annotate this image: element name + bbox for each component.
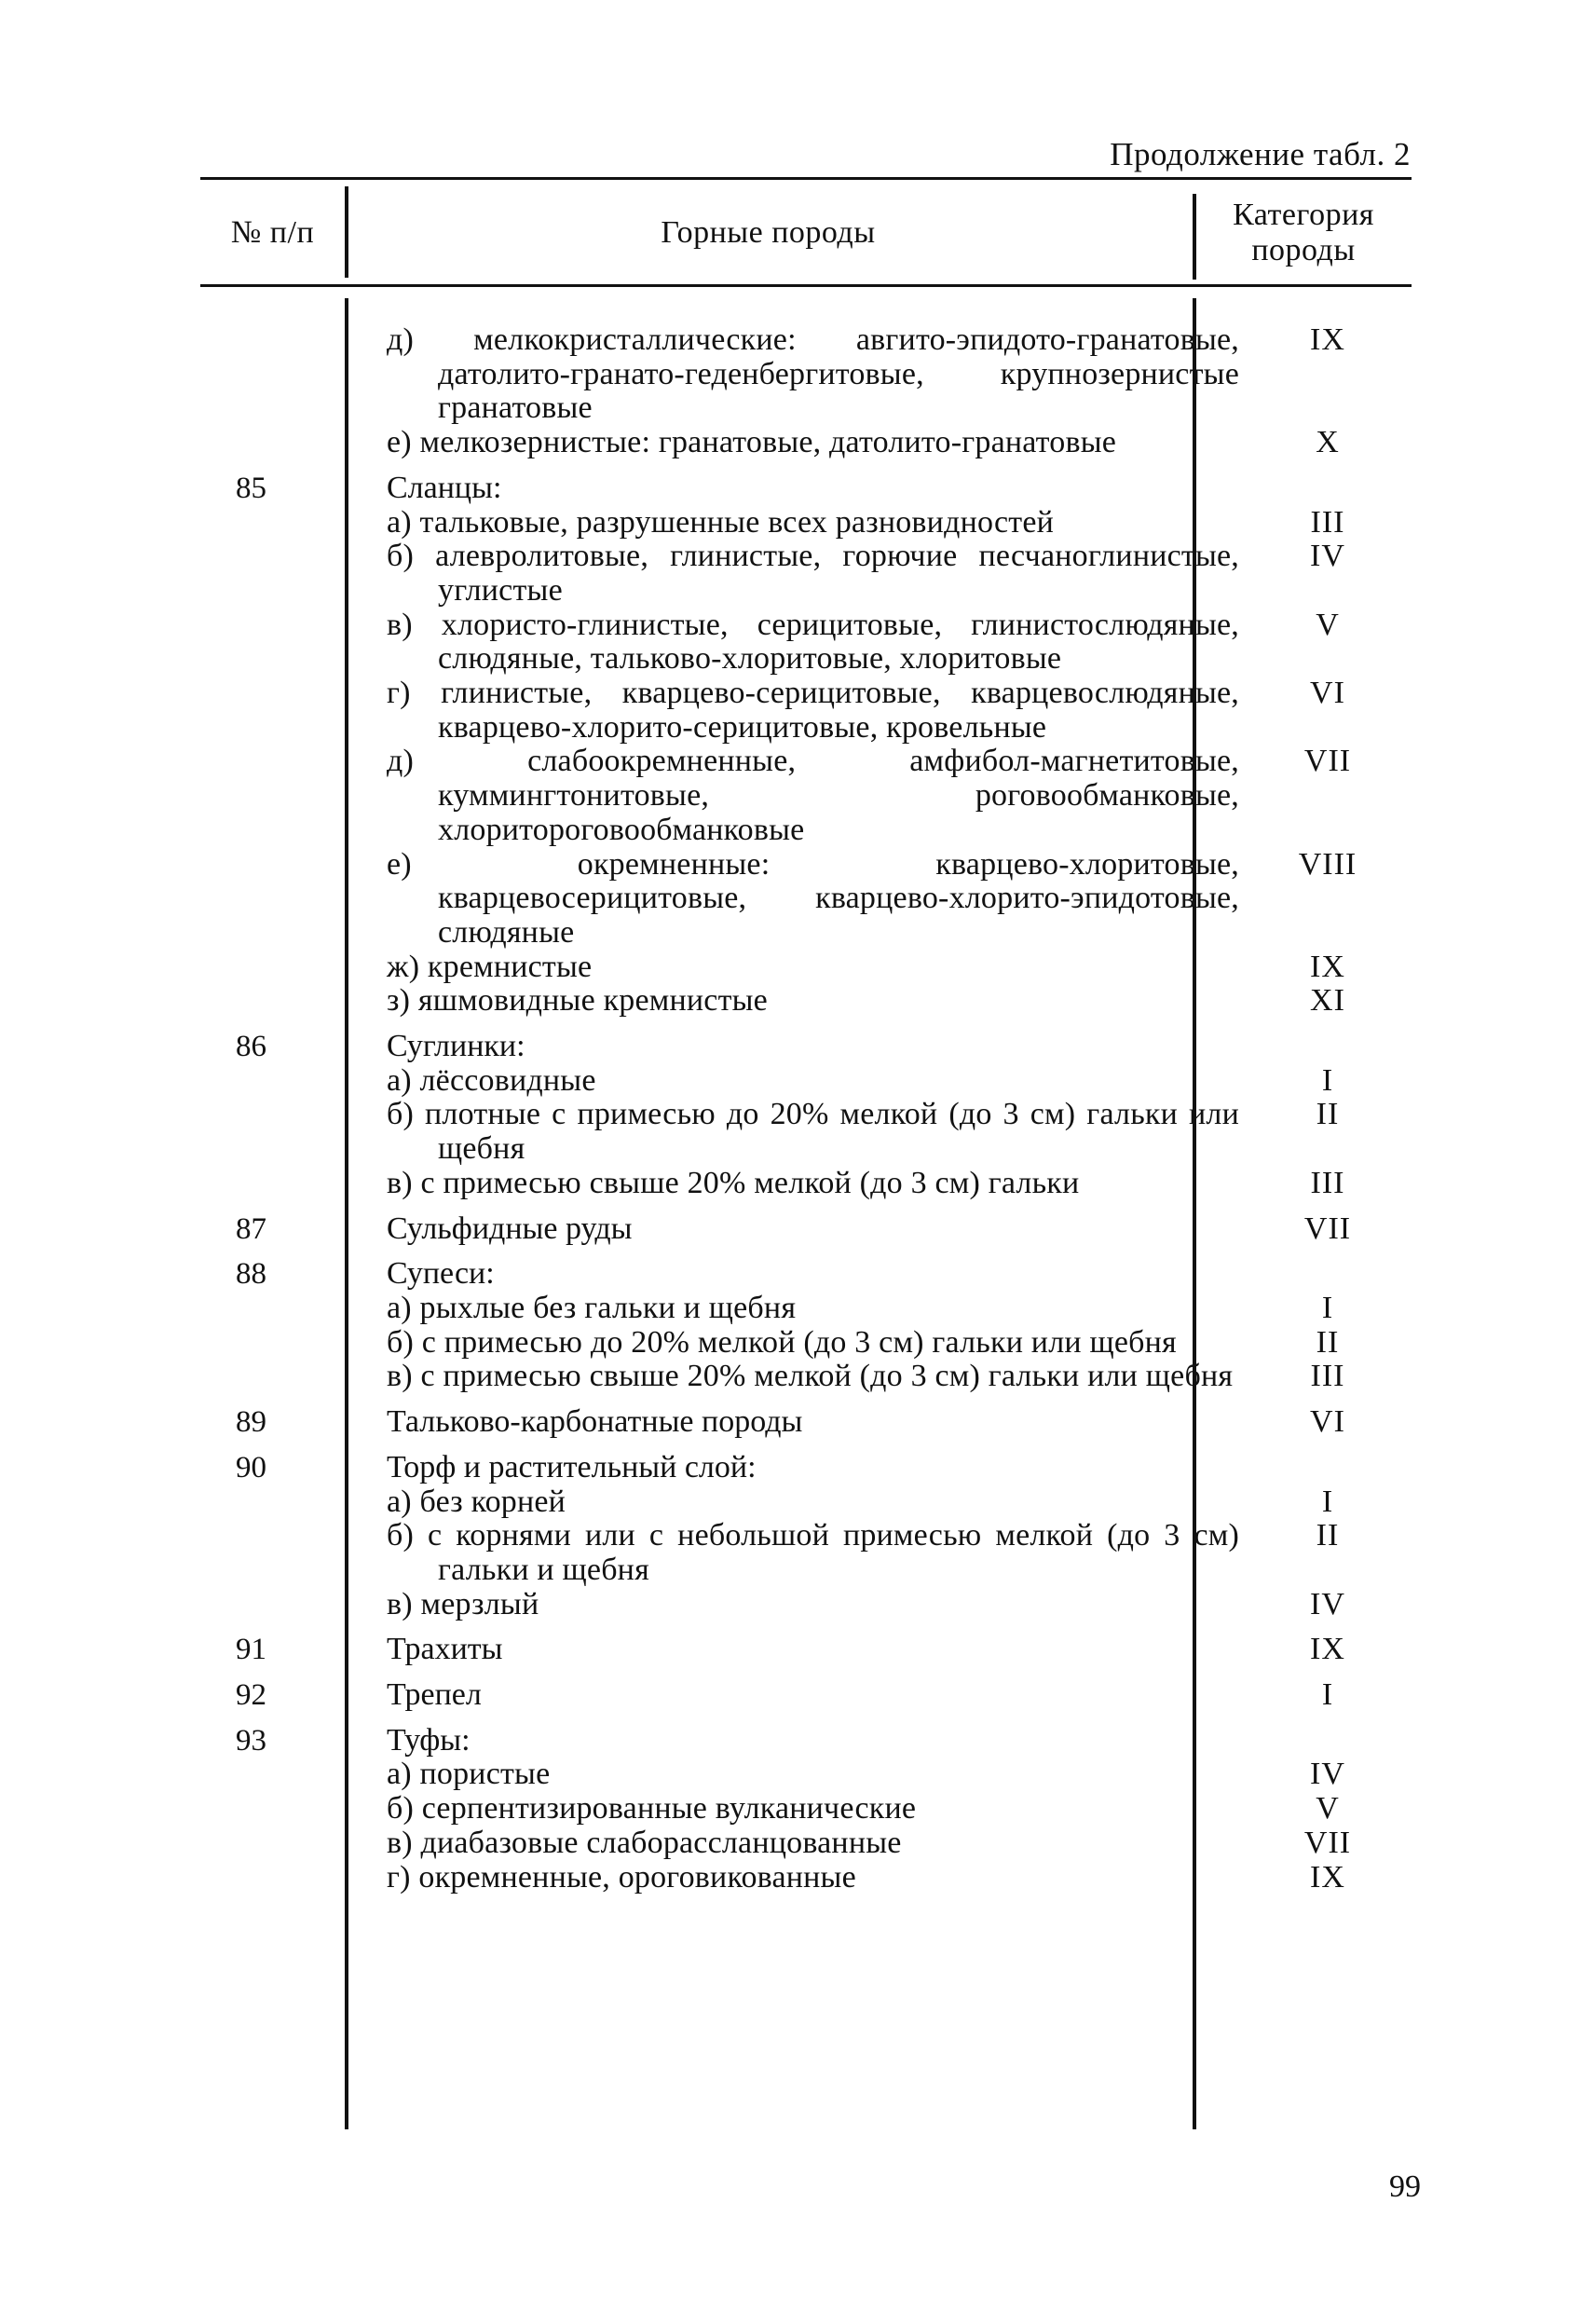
item-category: II	[1316, 1097, 1340, 1132]
item-category: X	[1316, 425, 1340, 460]
item-category: III	[1310, 1165, 1345, 1200]
list-item	[200, 1360, 1412, 1394]
list-item	[200, 984, 1412, 1019]
header-category-line2: породы	[1251, 233, 1356, 267]
entry-name: Туфы:	[387, 1722, 471, 1758]
item-text: е) окремненные: кварцево-хлоритовые, кварцевосерицитовые, кварцево-хлорито-эпидотовые, слюдяные	[387, 846, 1239, 950]
entry-name: Суглинки:	[387, 1029, 525, 1064]
entry-name: Трахиты	[387, 1632, 503, 1667]
list-item	[200, 323, 1412, 426]
entry-number: 85	[236, 471, 266, 505]
item-text: в) с примесью свыше 20% мелкой (до 3 см) гальки или щебня	[387, 1359, 1234, 1394]
table-body	[200, 323, 1412, 1901]
item-text: а) рыхлые без гальки и щебня	[387, 1290, 797, 1325]
entry-name: Сланцы:	[387, 470, 502, 505]
list-item	[200, 1758, 1412, 1792]
item-category: I	[1321, 1484, 1334, 1519]
entry-title	[387, 1404, 1345, 1440]
entry-name: Супеси:	[387, 1256, 495, 1292]
list-item	[200, 1326, 1412, 1361]
table-row	[200, 1212, 1412, 1247]
item-text: а) лёссовидные	[387, 1062, 596, 1098]
entry-name: Тальково-карбонатные породы	[387, 1404, 803, 1440]
header-category-line1: Категория	[1233, 198, 1374, 232]
entry-category: IX	[1310, 1632, 1345, 1667]
item-text: в) диабазовые слаборассланцованные	[387, 1825, 902, 1860]
entry-name: Торф и растительный слой:	[387, 1449, 757, 1484]
list-item	[200, 1826, 1412, 1861]
entry-title	[387, 1211, 1352, 1247]
list-item	[200, 1519, 1412, 1587]
list-item	[200, 426, 1412, 460]
entry-category: I	[1321, 1677, 1334, 1713]
list-item	[200, 609, 1412, 677]
continued-items	[200, 323, 1412, 460]
item-category: I	[1321, 1290, 1334, 1325]
list-item	[200, 1167, 1412, 1201]
item-category: IX	[1310, 949, 1345, 984]
entry-category: VII	[1303, 1211, 1352, 1246]
entry-title	[387, 1632, 1345, 1667]
item-category: III	[1310, 504, 1345, 540]
entry-number: 93	[236, 1723, 266, 1758]
entry-number: 90	[236, 1450, 266, 1484]
entry-number: 86	[236, 1030, 266, 1064]
list-item	[200, 745, 1412, 847]
item-text: б) с примесью до 20% мелкой (до 3 см) гальки или щебня	[387, 1324, 1177, 1360]
list-item	[200, 951, 1412, 985]
item-category: VIII	[1298, 846, 1357, 882]
entry-number: 92	[236, 1678, 266, 1713]
entry-number: 88	[236, 1257, 266, 1292]
item-text: е) мелкозернистые: гранатовые, датолито-гранатовые	[387, 425, 1117, 460]
entry-number: 87	[236, 1211, 266, 1246]
entry-number: 91	[236, 1633, 266, 1667]
list-item	[200, 1588, 1412, 1622]
entry-name: Сульфидные руды	[387, 1211, 633, 1246]
entry-title	[387, 1724, 1188, 1758]
header-rocks: Горные породы	[661, 215, 876, 250]
table-row	[200, 1257, 1412, 1394]
item-text: в) хлористо-глинистые, серицитовые, глинистослюдяные, слюдяные, тальково-хлоритовые, хлоритовые	[387, 607, 1239, 677]
entry-name: Трепел	[387, 1677, 482, 1713]
item-text: а) тальковые, разрушенные всех разновидностей	[387, 504, 1055, 540]
entries-list	[200, 472, 1412, 1895]
header-bottom-rule	[200, 284, 1412, 287]
table-row	[200, 472, 1412, 1019]
entry-title	[387, 1451, 1188, 1485]
list-item	[200, 1064, 1412, 1099]
column-divider-right-header	[1193, 194, 1196, 280]
item-category: IV	[1310, 1757, 1345, 1792]
item-text: а) без корней	[387, 1484, 566, 1519]
header-top-rule	[200, 177, 1412, 180]
table-row	[200, 1405, 1412, 1440]
header-number: № п/п	[230, 215, 315, 250]
list-item	[200, 1292, 1412, 1326]
list-item	[200, 1485, 1412, 1520]
entry-title	[387, 472, 1188, 506]
item-category: V	[1316, 607, 1340, 642]
item-text: д) слабоокремненные, амфибол-магнетитовые, куммингтонитовые, роговообманковые, хлоритороговообманковые	[387, 744, 1239, 847]
column-divider-left-header	[345, 186, 348, 278]
item-text: в) мерзлый	[387, 1586, 539, 1621]
item-text: в) с примесью свыше 20% мелкой (до 3 см) гальки	[387, 1165, 1080, 1200]
item-text: а) пористые	[387, 1757, 551, 1792]
item-category: II	[1316, 1518, 1340, 1553]
item-text: б) алевролитовые, глинистые, горючие песчаноглинистые, углистые	[387, 539, 1239, 608]
item-text: з) яшмовидные кремнистые	[387, 983, 768, 1019]
item-category: II	[1316, 1324, 1340, 1360]
entry-number: 89	[236, 1405, 266, 1440]
list-item	[200, 506, 1412, 540]
item-category: VI	[1310, 676, 1345, 711]
entry-title	[387, 1677, 1334, 1713]
item-category: I	[1321, 1062, 1334, 1098]
item-category: VII	[1303, 744, 1352, 779]
item-category: XI	[1310, 983, 1345, 1019]
entry-title	[387, 1257, 1188, 1292]
item-category: V	[1316, 1791, 1340, 1826]
item-category: IV	[1310, 539, 1345, 574]
page-number: 99	[1389, 2169, 1421, 2204]
entry-title	[387, 1030, 1188, 1064]
list-item	[200, 1792, 1412, 1826]
item-category: IV	[1310, 1586, 1345, 1621]
item-text: б) плотные с примесью до 20% мелкой (до 3 см) гальки или щебня	[387, 1097, 1239, 1167]
list-item	[200, 1861, 1412, 1895]
item-text: б) серпентизированные вулканические	[387, 1791, 917, 1826]
item-text: г) окремненные, ороговикованные	[387, 1859, 856, 1895]
item-text: д) мелкокристаллические: авгито-эпидото-гранатовые, датолито-гранато-геденбергитовые, крупнозернистые гранатовые	[387, 322, 1239, 426]
list-item	[200, 540, 1412, 608]
table-row	[200, 1633, 1412, 1667]
list-item	[200, 677, 1412, 745]
item-category: VII	[1303, 1825, 1352, 1860]
entry-category: VI	[1310, 1404, 1345, 1440]
list-item	[200, 848, 1412, 951]
table-row	[200, 1030, 1412, 1201]
table-row	[200, 1451, 1412, 1622]
item-category: IX	[1310, 322, 1345, 357]
table-caption: Продолжение табл. 2	[1110, 136, 1411, 172]
item-category: IX	[1310, 1859, 1345, 1895]
item-text: ж) кремнистые	[387, 949, 593, 984]
item-text: б) с корнями или с небольшой примесью мелкой (до 3 см) гальки и щебня	[387, 1518, 1239, 1587]
item-category: III	[1310, 1359, 1345, 1394]
item-text: г) глинистые, кварцево-серицитовые, кварцевослюдяные, кварцево-хлорито-серицитовые, кровельные	[387, 676, 1239, 745]
list-item	[200, 1098, 1412, 1166]
table-row	[200, 1678, 1412, 1713]
table-row	[200, 1724, 1412, 1895]
